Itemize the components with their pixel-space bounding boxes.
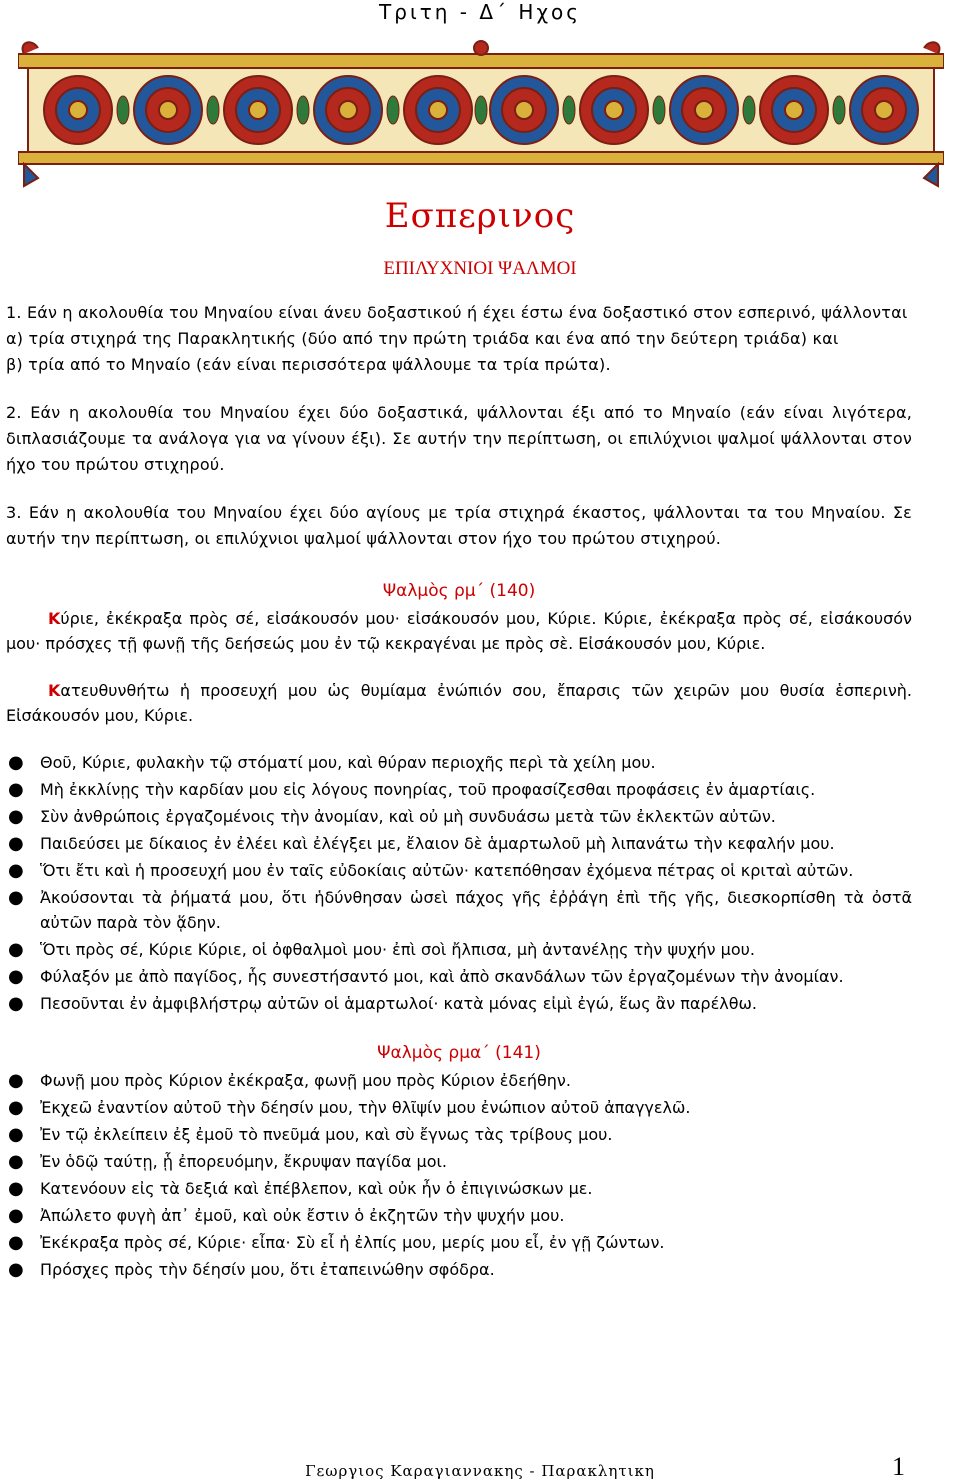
verse-text: ύριε, ἐκέκραξα πρὸς σέ, εἰσάκουσόν μου· εἰσάκουσόν μου, Κύριε. Κύριε, ἐκέκραξα πρὸς σέ, εἰσάκουσόν μου· πρόσχες τῇ φωνῇ τῆς δεήσεώς μου ἐν τῷ κεκραγέναι με πρὸς σὲ. Εἰσάκουσόν μου, Κύριε. — [6, 609, 912, 653]
section-title: Εσπερινος — [384, 196, 576, 236]
list-item: ● Σὺν ἀνθρώποις ἐργαζομένοις τὴν ἀνομίαν, καὶ οὐ μὴ συνδυάσω μετὰ τῶν ἐκλεκτῶν αὐτῶν. — [8, 806, 776, 827]
instruction-1-line-3: β) τρία από το Μηναίο (εάν είναι περισσότερα ψάλλουμε τα τρία πρώτα). — [6, 355, 611, 374]
bullet-icon: ● — [8, 887, 24, 908]
bullet-icon: ● — [8, 966, 24, 987]
psalm-140-verse-2 — [6, 678, 912, 728]
bullet-icon: ● — [8, 1070, 24, 1091]
list-item: ● Μὴ ἐκκλίνῃς τὴν καρδίαν μου εἰς λόγους πονηρίας, τοῦ προφασίζεσθαι προφάσεις ἐν ἁμαρτίαις. — [8, 779, 816, 800]
bullet-icon: ● — [8, 1178, 24, 1199]
bullet-icon: ● — [8, 939, 24, 960]
psalm-141-heading: Ψαλμὸς ρμα΄ (141) — [377, 1043, 541, 1063]
list-item: ● Φωνῇ μου πρὸς Κύριον ἐκέκραξα, φωνῇ μου πρὸς Κύριον ἐδεήθην. — [8, 1070, 571, 1091]
bullet-icon: ● — [8, 1097, 24, 1118]
instruction-3: 3. Εάν η ακολουθία του Μηναίου έχει δύο αγίους με τρία στιχηρά έκαστος, ψάλλονται τα του Μηναίου. Σε αυτήν την περίπτωση, οι επιλύχνιοι ψαλμοί ψάλλονται στον ήχο του πρώτου στιχηρού. — [6, 503, 912, 548]
bullet-icon: ● — [8, 752, 24, 773]
instruction-2: 2. Εάν η ακολουθία του Μηναίου έχει δύο δοξαστικά, ψάλλονται έξι από το Μηναίο (εάν είναι λιγότερα, διπλασιάζουμε τα ανάλογα για να γίνουν έξι). Σε αυτήν την περίπτωση, οι επιλύχνιοι ψαλμοί ψάλλονται στον ήχο του πρώτου στιχηρού. — [6, 403, 912, 474]
bullet-icon: ● — [8, 806, 24, 827]
psalm-140-heading: Ψαλμὸς ρμ΄ (140) — [382, 581, 536, 601]
bullet-icon: ● — [8, 1205, 24, 1226]
list-item: ● Ὅτι ἔτι καὶ ἡ προσευχή μου ἐν ταῖς εὐδοκίαις αὐτῶν· κατεπόθησαν ἐχόμενα πέτρας οἱ κριταὶ αὐτῶν. — [8, 860, 854, 881]
list-item: ● Θοῦ, Κύριε, φυλακὴν τῷ στόματί μου, καὶ θύραν περιοχῆς περὶ τὰ χείλη μου. — [8, 752, 656, 773]
page-header-title: Τριτη - Δ΄ Ηχος — [379, 0, 581, 24]
section-subtitle: ΕΠΙΛΥΧΝΙΟΙ ΨΑΛΜΟΙ — [383, 258, 577, 279]
psalm-140-verse-list — [6, 750, 912, 1016]
verse-text: ατευθυνθήτω ἡ προσευχή μου ὡς θυμίαμα ἐνώπιόν σου, ἔπαρσις τῶν χειρῶν μου θυσία ἑσπερινὴ. Εἰσάκουσόν μου, Κύριε. — [6, 681, 912, 725]
main-content — [6, 300, 912, 1284]
list-item: ● Πεσοῦνται ἐν ἀμφιβλήστρῳ αὐτῶν οἱ ἁμαρτωλοί· κατὰ μόνας εἰμὶ ἐγώ, ἕως ἂν παρέλθω. — [8, 993, 757, 1014]
ornamental-banner — [18, 38, 944, 190]
list-item: ● Ἐκέκραξα πρὸς σέ, Κύριε· εἶπα· Σὺ εἶ ἡ ἐλπίς μου, μερίς μου εἶ, ἐν γῇ ζώντων. — [8, 1232, 665, 1253]
bullet-icon: ● — [8, 993, 24, 1014]
list-item: ● Φύλαξόν με ἀπὸ παγίδος, ἧς συνεστήσαντό μοι, καὶ ἀπὸ σκανδάλων τῶν ἐργαζομένων τὴν ἀνομίαν. — [8, 966, 844, 987]
list-item: ● Ἀπώλετο φυγὴ ἀπ᾿ ἐμοῦ, καὶ οὐκ ἔστιν ὁ ἐκζητῶν τὴν ψυχήν μου. — [8, 1205, 565, 1226]
psalm-141-verse-list — [6, 1068, 912, 1282]
instruction-1-line-1: 1. Εάν η ακολουθία του Μηναίου είναι άνευ δοξαστικού ή έχει έστω ένα δοξαστικό στον εσπερινό, ψάλλονται — [6, 303, 908, 322]
drop-initial: Κ — [48, 681, 61, 700]
list-item: ● Πρόσχες πρὸς τὴν δέησίν μου, ὅτι ἐταπεινώθην σφόδρα. — [8, 1259, 495, 1280]
list-item: ● Ἐν τῷ ἐκλείπειν ἐξ ἐμοῦ τὸ πνεῦμά μου, καὶ σὺ ἔγνως τὰς τρίβους μου. — [8, 1124, 613, 1145]
page-number: 1 — [892, 1452, 905, 1481]
list-item: ● Κατενόουν εἰς τὰ δεξιά καὶ ἐπέβλεπον, καὶ οὐκ ἦν ὁ ἐπιγινώσκων με. — [8, 1178, 593, 1199]
list-item: ● Παιδεύσει με δίκαιος ἐν ἐλέει καὶ ἐλέγξει με, ἔλαιον δὲ ἁμαρτωλοῦ μὴ λιπανάτω τὴν κεφαλήν μου. — [8, 833, 835, 854]
page-footer: Γεωργιος Καραγιαννακης - Παρακλητικη — [305, 1462, 655, 1480]
bullet-icon: ● — [8, 1259, 24, 1280]
list-item: ● Ὅτι πρὸς σέ, Κύριε Κύριε, οἱ ὀφθαλμοὶ μου· ἐπὶ σοὶ ἤλπισα, μὴ ἀντανέλῃς τὴν ψυχήν μου. — [8, 939, 755, 960]
bullet-icon: ● — [8, 1151, 24, 1172]
list-item: ● Ἐκχεῶ ἐναντίον αὐτοῦ τὴν δέησίν μου, τὴν θλῖψίν μου ἐνώπιον αὐτοῦ ἀπαγγελῶ. — [8, 1097, 691, 1118]
bullet-icon: ● — [8, 779, 24, 800]
bullet-icon: ● — [8, 860, 24, 881]
list-item: ● Ἐν ὁδῷ ταύτῃ, ᾗ ἐπορευόμην, ἔκρυψαν παγίδα μοι. — [8, 1151, 447, 1172]
list-item: ● Ἀκούσονται τὰ ῥήματά μου, ὅτι ἡδύνθησαν ὡσεὶ πάχος γῆς ἐῤῥάγη ἐπὶ τῆς γῆς, διεσκορπίσθη τὰ ὀστᾶ αὐτῶν παρὰ τὸν ᾅδην. — [8, 887, 912, 932]
drop-initial: Κ — [48, 609, 61, 628]
psalm-140-verse-1 — [6, 606, 912, 656]
instruction-1-line-2: α) τρία στιχηρά της Παρακλητικής (δύο από την πρώτη τριάδα και ένα από την δεύτερη τριάδα) και — [6, 329, 839, 348]
bullet-icon: ● — [8, 1124, 24, 1145]
bullet-icon: ● — [8, 1232, 24, 1253]
bullet-icon: ● — [8, 833, 24, 854]
